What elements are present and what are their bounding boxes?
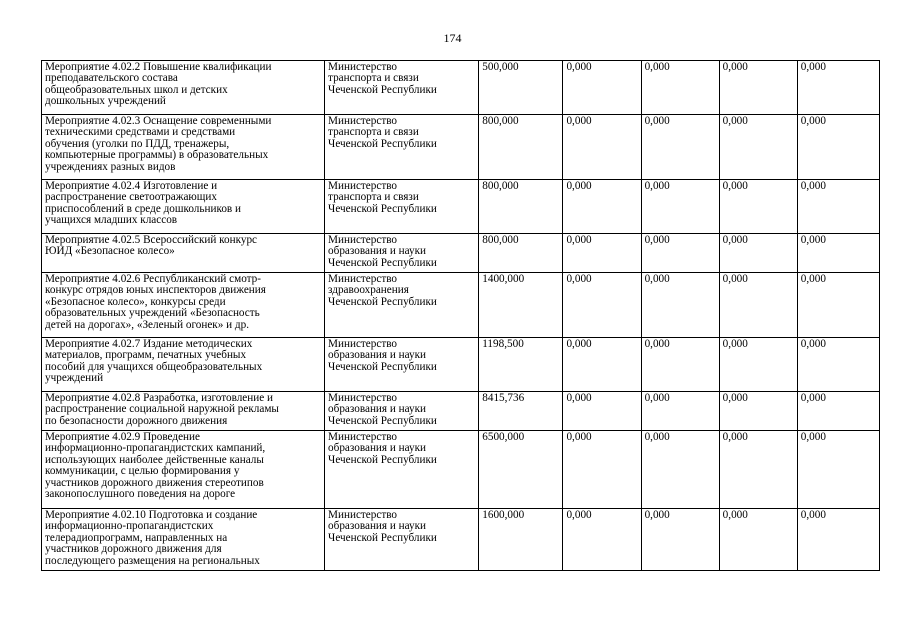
activity-description-cell [42, 273, 325, 338]
activity-description-cell [42, 509, 325, 571]
activity-description-line: участников дорожного движения для [45, 543, 222, 556]
executor-line: Министерство [328, 273, 398, 285]
executor-line: Министерство [328, 509, 398, 521]
funding-value-cell: 0,000 [641, 180, 719, 234]
activity-description-line: Мероприятие 4.02.7 Издание методических [45, 338, 253, 350]
executor-line: Чеченской Республики [328, 83, 437, 96]
activity-description-cell [42, 392, 325, 431]
table-row [42, 273, 880, 338]
activity-description-line: конкурс отрядов юных инспекторов движения [45, 284, 266, 297]
funding-value-cell: 1600,000 [479, 509, 563, 571]
executor-line: транспорта и связи [328, 72, 419, 85]
executor-cell [325, 338, 479, 392]
activity-description-line: информационно-пропагандистских кампаний, [45, 442, 266, 455]
funding-value-cell: 0,000 [797, 431, 879, 509]
activity-description-line: пособий для учащихся общеобразовательных [45, 360, 263, 373]
executor-line: Министерство [328, 61, 398, 73]
executor-line: Чеченской Республики [328, 256, 437, 269]
executor-line: транспорта и связи [328, 126, 419, 139]
activity-description-cell [42, 115, 325, 180]
activity-description-line: распространение светоотражающих [45, 191, 217, 204]
funding-value-cell: 0,000 [797, 338, 879, 392]
executor-line: Министерство [328, 338, 398, 350]
activity-description-line: Мероприятие 4.02.3 Оснащение современными [45, 115, 272, 127]
funding-value-cell: 0,000 [563, 392, 641, 431]
funding-value-cell: 0,000 [641, 338, 719, 392]
activity-description-line: информационно-пропагандистских [45, 520, 214, 533]
funding-value-cell: 0,000 [719, 234, 797, 273]
executor-cell [325, 431, 479, 509]
activity-description-line: «Безопасное колесо», конкурсы среди [45, 295, 226, 308]
funding-value-cell: 800,000 [479, 234, 563, 273]
activity-description-line: учреждений [45, 372, 104, 385]
funding-value-cell: 6500,000 [479, 431, 563, 509]
executor-cell [325, 509, 479, 571]
activity-description-line: Мероприятие 4.02.5 Всероссийский конкурс [45, 234, 258, 246]
activity-description-line: использующих наиболее действенные каналы [45, 453, 264, 466]
funding-value-cell: 1198,500 [479, 338, 563, 392]
activity-description-line: компьютерные программы) в образовательных [45, 149, 269, 162]
executor-line: образования и науки [328, 349, 427, 362]
activity-description-line: образовательных учреждений «Безопасность [45, 307, 260, 320]
funding-value-cell: 0,000 [719, 431, 797, 509]
activity-description-line: Мероприятие 4.02.9 Проведение [45, 431, 200, 443]
activity-description-line: законопослушного поведения на дороге [45, 488, 236, 501]
executor-cell [325, 273, 479, 338]
funding-value-cell: 0,000 [641, 509, 719, 571]
activity-description-line: дошкольных учреждений [45, 95, 166, 108]
activity-description-line: Мероприятие 4.02.2 Повышение квалификации [45, 61, 272, 73]
table-row [42, 338, 880, 392]
executor-line: образования и науки [328, 442, 427, 455]
activity-description-line: техническими средствами и средствами [45, 126, 236, 139]
page-number: 174 [443, 31, 462, 45]
funding-value-cell: 0,000 [719, 392, 797, 431]
funding-value-cell: 0,000 [641, 115, 719, 180]
executor-line: Чеченской Республики [328, 453, 437, 466]
executor-line: Министерство [328, 392, 398, 404]
funding-value-cell: 0,000 [797, 392, 879, 431]
activity-description-line: учащихся младших классов [45, 214, 178, 227]
table-row [42, 509, 880, 571]
funding-value-cell: 800,000 [479, 115, 563, 180]
activity-description-cell [42, 234, 325, 273]
funding-value-cell: 0,000 [797, 234, 879, 273]
activity-description-line: последующего размещения на региональных [45, 554, 260, 567]
funding-value-cell: 500,000 [479, 61, 563, 115]
funding-value-cell: 0,000 [563, 234, 641, 273]
executor-cell [325, 61, 479, 115]
activity-description-cell [42, 338, 325, 392]
funding-value-cell: 1400,000 [479, 273, 563, 338]
funding-value-cell: 8415,736 [479, 392, 563, 431]
funding-value-cell: 0,000 [563, 61, 641, 115]
activity-description-line: Мероприятие 4.02.6 Республиканский смотр- [45, 273, 261, 285]
table-row [42, 431, 880, 509]
executor-line: образования и науки [328, 520, 427, 533]
funding-value-cell: 0,000 [641, 234, 719, 273]
executor-line: Министерство [328, 234, 398, 246]
funding-value-cell: 0,000 [563, 273, 641, 338]
activity-description-line: преподавательского состава [45, 72, 178, 85]
executor-line: Чеченской Республики [328, 202, 437, 215]
funding-value-cell: 0,000 [563, 115, 641, 180]
activity-description-line: общеобразовательных школ и детских [45, 83, 228, 96]
activity-description-line: участников дорожного движения стереотипов [45, 476, 264, 489]
table-body [42, 61, 880, 571]
funding-value-cell: 0,000 [797, 273, 879, 338]
activity-description-line: Мероприятие 4.02.4 Изготовление и [45, 180, 218, 192]
executor-line: образования и науки [328, 403, 427, 416]
funding-value-cell: 0,000 [719, 115, 797, 180]
activity-description-line: учреждениях разных видов [45, 160, 176, 173]
activity-description-line: по безопасности дорожного движения [45, 414, 228, 427]
activity-description-line: материалов, программ, печатных учебных [45, 349, 247, 362]
funding-value-cell: 0,000 [797, 115, 879, 180]
activity-description-line: приспособлений в среде дошкольников и [45, 202, 241, 215]
funding-value-cell: 0,000 [719, 273, 797, 338]
activity-description-line: телерадиопрограмм, направленных на [45, 531, 228, 544]
funding-value-cell: 0,000 [797, 509, 879, 571]
funding-value-cell: 0,000 [641, 431, 719, 509]
executor-line: транспорта и связи [328, 191, 419, 204]
funding-value-cell: 0,000 [641, 273, 719, 338]
executor-cell [325, 234, 479, 273]
table-row [42, 61, 880, 115]
funding-value-cell: 0,000 [797, 61, 879, 115]
executor-cell [325, 392, 479, 431]
activity-description-cell [42, 431, 325, 509]
executor-line: Чеченской Республики [328, 360, 437, 373]
activity-description-line: Мероприятие 4.02.10 Подготовка и создание [45, 509, 258, 521]
activity-description-line: Мероприятие 4.02.8 Разработка, изготовление и [45, 392, 273, 404]
funding-value-cell: 0,000 [563, 509, 641, 571]
funding-value-cell: 0,000 [797, 180, 879, 234]
funding-table [41, 60, 880, 571]
executor-line: Чеченской Республики [328, 295, 437, 308]
executor-line: Министерство [328, 115, 398, 127]
executor-line: Министерство [328, 431, 398, 443]
funding-value-cell: 0,000 [719, 338, 797, 392]
funding-value-cell: 0,000 [641, 392, 719, 431]
funding-value-cell: 0,000 [719, 180, 797, 234]
table-row [42, 392, 880, 431]
activity-description-line: ЮИД «Безопасное колесо» [45, 245, 175, 258]
executor-line: Министерство [328, 180, 398, 192]
funding-value-cell: 0,000 [641, 61, 719, 115]
activity-description-cell [42, 61, 325, 115]
executor-line: здравоохранения [328, 284, 409, 297]
funding-value-cell: 0,000 [719, 509, 797, 571]
funding-value-cell: 0,000 [563, 431, 641, 509]
activity-description-cell [42, 180, 325, 234]
table-row [42, 234, 880, 273]
activity-description-line: детей на дорогах», «Зеленый огонек» и др. [45, 318, 249, 331]
activity-description-line: обучения (уголки по ПДД, тренажеры, [45, 137, 230, 150]
funding-value-cell: 800,000 [479, 180, 563, 234]
activity-description-line: распространение социальной наружной рекламы [45, 403, 279, 416]
table-row [42, 115, 880, 180]
executor-line: Чеченской Республики [328, 137, 437, 150]
executor-line: Чеченской Республики [328, 531, 437, 544]
table-row [42, 180, 880, 234]
funding-value-cell: 0,000 [563, 180, 641, 234]
funding-value-cell: 0,000 [719, 61, 797, 115]
executor-cell [325, 180, 479, 234]
funding-value-cell: 0,000 [563, 338, 641, 392]
executor-line: Чеченской Республики [328, 414, 437, 427]
executor-line: образования и науки [328, 245, 427, 258]
executor-cell [325, 115, 479, 180]
activity-description-line: коммуникации, с целью формирования у [45, 465, 240, 478]
